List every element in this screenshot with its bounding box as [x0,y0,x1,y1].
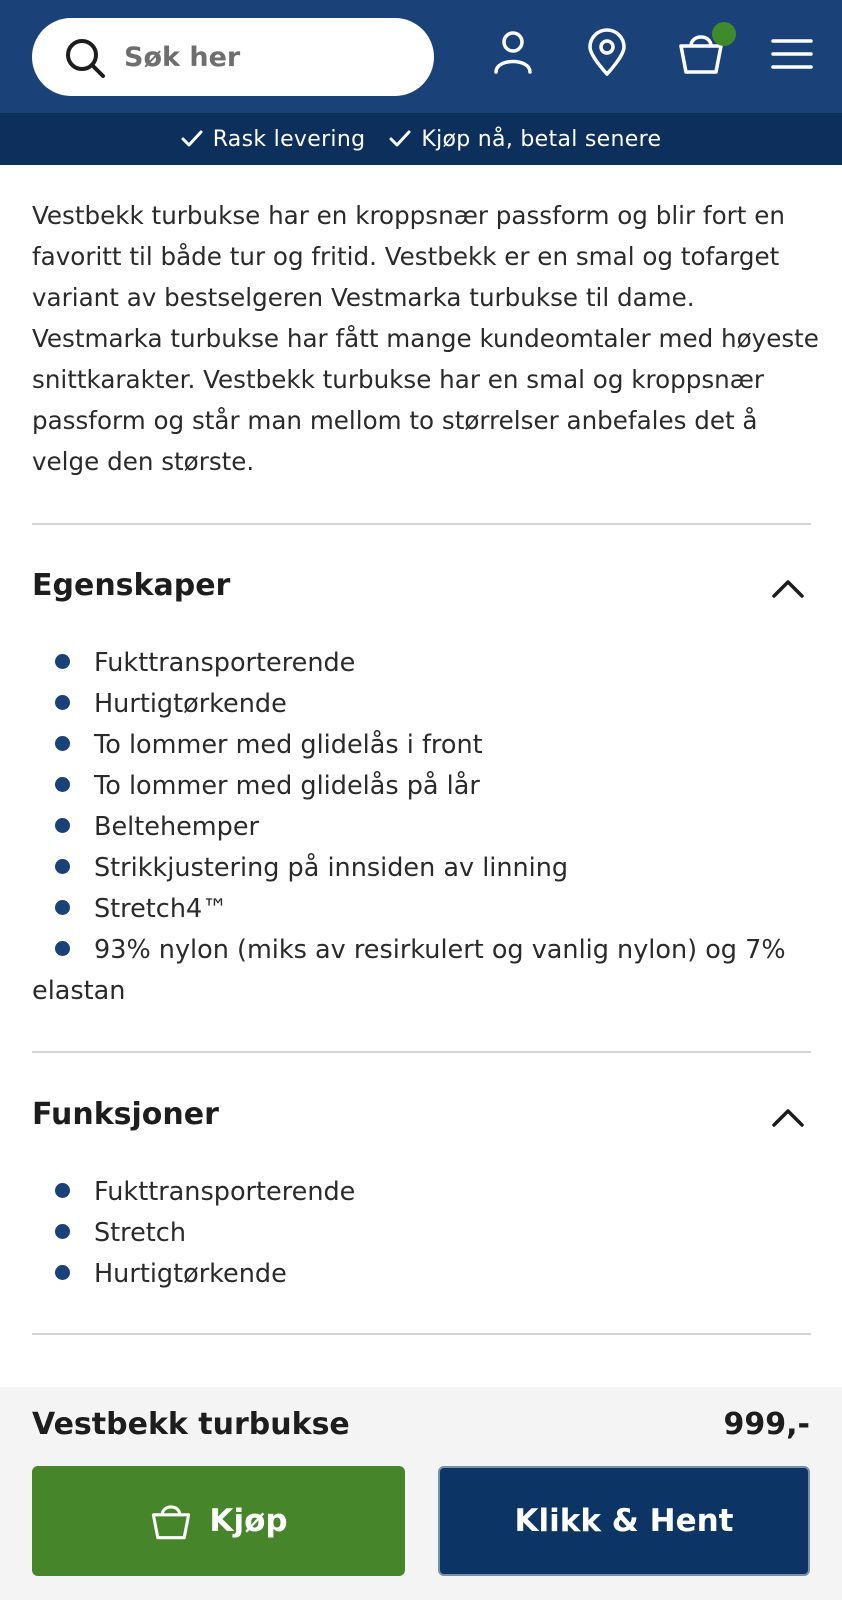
section-title-funksjoner[interactable]: Funksjoner [32,1097,219,1132]
usp-bar [0,113,842,165]
click-and-collect-button[interactable] [438,1466,810,1576]
usp-item-delivery [181,127,366,152]
basket-icon [149,1499,193,1543]
list-item: Strikkjustering på innsiden av linning [32,848,822,889]
location-pin-icon[interactable] [582,28,632,78]
user-icon[interactable] [488,28,538,78]
search-input[interactable] [124,36,414,78]
bullet-icon [55,695,70,710]
bullet-icon [55,900,70,915]
list-item: 93% nylon (miks av resirkulert og vanlig nylon) og 7% elastan [32,935,786,1006]
divider [32,1333,811,1335]
sticky-purchase-bar [0,1387,842,1600]
buy-button-label: Kjøp [209,1503,288,1539]
funksjoner-list [32,1172,822,1295]
list-item: To lommer med glidelås i front [32,725,822,766]
menu-icon[interactable] [770,32,814,76]
chevron-up-icon[interactable] [770,576,806,600]
product-description: Vestbekk turbukse har en kroppsnær passform og blir fort en favoritt til både tur og fritid. Vestbekk er en smal og tofarget variant av bestselgeren Vestmarka turbukse til dame. Vestmarka turbukse har fått mange kundeomtaler med høyeste snittkarakter. Vestbekk turbukse har en smal og kroppsnær passform og står man mellom to størrelser anbefales det å velge den største. [32,201,819,476]
list-item: Fukttransporterende [32,1172,822,1213]
bullet-icon [55,736,70,751]
list-item: Stretch [32,1213,822,1254]
usp-item-payment [389,127,661,152]
bullet-icon [55,818,70,833]
list-item: Hurtigtørkende [32,1254,822,1295]
list-item: Fukttransporterende [32,643,822,684]
bullet-icon [55,941,70,956]
top-header [0,0,842,113]
product-name: Vestbekk turbukse [32,1407,350,1442]
bullet-icon [55,859,70,874]
click-and-collect-label: Klikk & Hent [514,1503,734,1539]
bullet-icon [55,1183,70,1198]
list-item: Hurtigtørkende [32,684,822,725]
search-icon[interactable] [64,37,106,79]
check-icon [389,130,411,148]
buy-button[interactable] [32,1466,405,1576]
bullet-icon [55,654,70,669]
section-title-egenskaper[interactable]: Egenskaper [32,568,231,603]
search-bar[interactable] [32,18,434,96]
list-item: To lommer med glidelås på lår [32,766,822,807]
product-price: 999,- [723,1407,810,1442]
list-item: Beltehemper [32,807,822,848]
egenskaper-list [32,643,822,1012]
list-item: Stretch4™ [32,889,822,930]
usp-label: Rask levering [212,126,366,152]
usp-label: Kjøp nå, betal senere [421,126,662,152]
check-icon [181,130,203,148]
bullet-icon [55,1224,70,1239]
chevron-up-icon[interactable] [770,1105,806,1129]
bullet-icon [55,1265,70,1280]
cart-badge [712,22,736,46]
divider [32,1051,811,1053]
divider [32,523,811,525]
bullet-icon [55,777,70,792]
